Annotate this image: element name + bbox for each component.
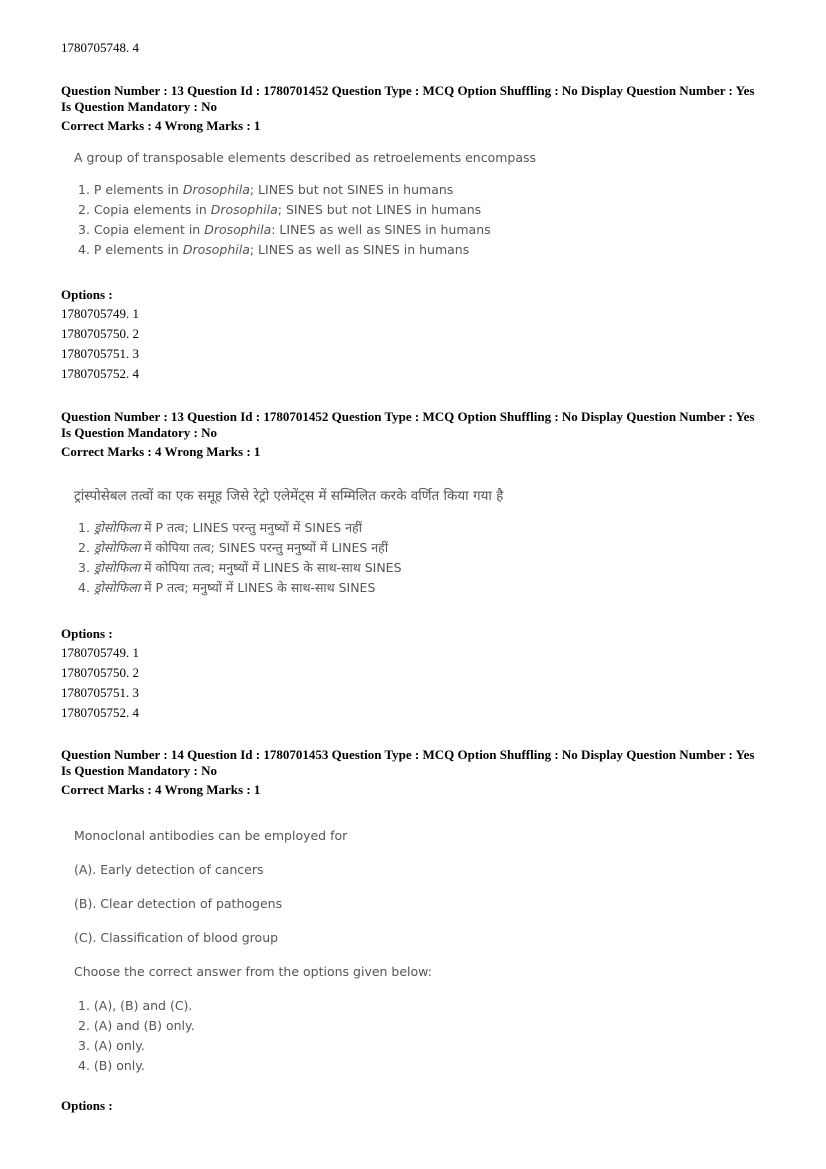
answer-item: 3. Copia element in Drosophila: LINES as well as SINES in humans [78, 222, 491, 237]
question-body [74, 826, 432, 1076]
question-header [61, 747, 773, 798]
statement: (C). Classification of blood group [74, 930, 279, 945]
question-stem: A group of transposable elements described as retroelements encompass [74, 150, 537, 165]
answer-item: 4. (B) only. [78, 1058, 145, 1073]
answer-item: 2. ड्रोसोफिला में कोपिया तत्व; SINES परन्तु मनुष्यों में LINES नहीं [78, 540, 389, 555]
answer-list [74, 180, 536, 260]
answer-item: 2. Copia elements in Drosophila; SINES but not LINES in humans [78, 202, 482, 217]
answer-item: 1. ड्रोसोफिला में P तत्व; LINES परन्तु मनुष्यों में SINES नहीं [78, 520, 362, 535]
question-stem: Monoclonal antibodies can be employed for [74, 828, 348, 843]
answer-item: 3. ड्रोसोफिला में कोपिया तत्व; मनुष्यों में LINES के साथ-साथ SINES [78, 560, 402, 575]
options-label: Options : [61, 626, 113, 641]
option-id: 1780705752. 4 [61, 705, 139, 720]
answer-item: 2. (A) and (B) only. [78, 1018, 195, 1033]
answer-item: 4. P elements in Drosophila; LINES as well as SINES in humans [78, 242, 470, 257]
question-stem: ट्रांस्पोसेबल तत्वों का एक समूह जिसे रेट्रो एलेमेंट्स में सम्मिलित करके वर्णित किया गया है [74, 488, 504, 504]
question-mandatory: Is Question Mandatory : No [61, 763, 218, 778]
answer-item: 3. (A) only. [78, 1038, 145, 1053]
statement: (B). Clear detection of pathogens [74, 896, 283, 911]
question-marks: Correct Marks : 4 Wrong Marks : 1 [61, 782, 261, 797]
question-body [74, 486, 503, 598]
answer-item: 1. P elements in Drosophila; LINES but not SINES in humans [78, 182, 454, 197]
option-id: 1780705750. 2 [61, 326, 139, 341]
options-label: Options : [61, 287, 113, 302]
question-meta: Question Number : 13 Question Id : 1780701452 Question Type : MCQ Option Shuffling : No Display Question Number : Yes [61, 409, 755, 424]
answer-item: 1. (A), (B) and (C). [78, 998, 193, 1013]
question-meta: Question Number : 14 Question Id : 1780701453 Question Type : MCQ Option Shuffling : No Display Question Number : Yes [61, 747, 755, 762]
option-id: 1780705751. 3 [61, 346, 139, 361]
option-id: 1780705749. 1 [61, 645, 139, 660]
option-id: 1780705749. 1 [61, 306, 139, 321]
option-id: 1780705752. 4 [61, 366, 139, 381]
question-marks: Correct Marks : 4 Wrong Marks : 1 [61, 444, 261, 459]
question-meta: Question Number : 13 Question Id : 1780701452 Question Type : MCQ Option Shuffling : No Display Question Number : Yes [61, 83, 755, 98]
option-id: 1780705750. 2 [61, 665, 139, 680]
options-label: Options : [61, 1098, 113, 1113]
question-marks: Correct Marks : 4 Wrong Marks : 1 [61, 118, 261, 133]
instruction: Choose the correct answer from the options given below: [74, 964, 432, 979]
answer-item: 4. ड्रोसोफिला में P तत्व; मनुष्यों में LINES के साथ-साथ SINES [78, 580, 376, 595]
question-header [61, 409, 773, 460]
answer-list [74, 518, 503, 598]
question-mandatory: Is Question Mandatory : No [61, 425, 218, 440]
option-id: 1780705751. 3 [61, 685, 139, 700]
previous-option-line: 1780705748. 4 [61, 40, 139, 55]
statement: (A). Early detection of cancers [74, 862, 264, 877]
answer-list [74, 996, 432, 1076]
question-body [74, 148, 536, 260]
question-header [61, 83, 773, 134]
question-mandatory: Is Question Mandatory : No [61, 99, 218, 114]
